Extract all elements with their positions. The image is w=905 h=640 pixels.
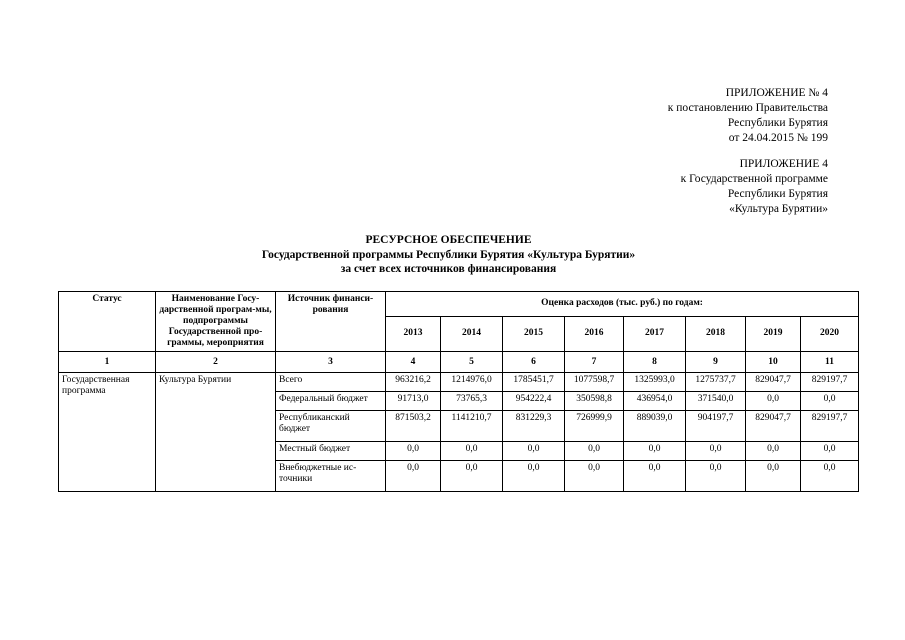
value-cell: 0,0 xyxy=(686,442,746,461)
table-header-row xyxy=(59,292,859,317)
value-cell: 0,0 xyxy=(503,442,565,461)
value-cell: 91713,0 xyxy=(386,392,441,411)
value-cell: 831229,3 xyxy=(503,411,565,442)
year-header: 2014 xyxy=(441,316,503,351)
appendix-2-line-1: ПРИЛОЖЕНИЕ 4 xyxy=(739,158,828,170)
column-number: 7 xyxy=(565,352,624,373)
year-header: 2019 xyxy=(746,316,801,351)
value-cell: 0,0 xyxy=(686,461,746,492)
title-line-2: Государственной программы Республики Бурятия «Культура Бурятии» xyxy=(261,248,636,261)
appendix-header-resolution xyxy=(668,86,828,146)
value-cell: 726999,9 xyxy=(565,411,624,442)
source-cell: Внебюджетные ис-точники xyxy=(276,461,386,492)
value-cell: 0,0 xyxy=(801,392,859,411)
value-cell: 0,0 xyxy=(565,442,624,461)
value-cell: 1077598,7 xyxy=(565,373,624,392)
value-cell: 0,0 xyxy=(565,461,624,492)
column-number: 3 xyxy=(276,352,386,373)
appendix-1-line-4: от 24.04.2015 № 199 xyxy=(728,132,828,144)
program-name-cell: Культура Бурятии xyxy=(156,373,276,492)
header-status: Статус xyxy=(59,292,156,352)
value-cell: 0,0 xyxy=(801,442,859,461)
header-name: Наименование Госу-дарственной програм-мы, подпрограммы Государственной про-граммы, мероприятия xyxy=(156,292,276,352)
table-row xyxy=(59,373,859,392)
value-cell: 0,0 xyxy=(386,442,441,461)
value-cell: 904197,7 xyxy=(686,411,746,442)
value-cell: 0,0 xyxy=(503,461,565,492)
header-source: Источник финанси-рования xyxy=(276,292,386,352)
value-cell: 1785451,7 xyxy=(503,373,565,392)
value-cell: 889039,0 xyxy=(624,411,686,442)
year-header: 2013 xyxy=(386,316,441,351)
value-cell: 0,0 xyxy=(624,442,686,461)
year-header: 2015 xyxy=(503,316,565,351)
value-cell: 371540,0 xyxy=(686,392,746,411)
title-line-3: за счет всех источников финансирования xyxy=(340,263,557,275)
column-number: 10 xyxy=(746,352,801,373)
appendix-2-line-2: к Государственной программе xyxy=(680,173,828,185)
year-header: 2020 xyxy=(801,316,859,351)
source-cell: Местный бюджет xyxy=(276,442,386,461)
value-cell: 871503,2 xyxy=(386,411,441,442)
column-number: 6 xyxy=(503,352,565,373)
value-cell: 0,0 xyxy=(624,461,686,492)
appendix-header-program xyxy=(681,157,828,217)
value-cell: 1275737,7 xyxy=(686,373,746,392)
header-estimate: Оценка расходов (тыс. руб.) по годам: xyxy=(386,292,859,317)
appendix-1-line-3: Республики Бурятия xyxy=(727,117,828,129)
appendix-2-line-3: Республики Бурятия xyxy=(727,188,828,200)
column-number-row xyxy=(59,352,859,373)
value-cell: 829197,7 xyxy=(801,411,859,442)
document-title xyxy=(0,233,905,277)
source-cell: Всего xyxy=(276,373,386,392)
value-cell: 829047,7 xyxy=(746,373,801,392)
appendix-1-line-2: к постановлению Правительства xyxy=(667,102,828,114)
value-cell: 1141210,7 xyxy=(441,411,503,442)
column-number: 9 xyxy=(686,352,746,373)
value-cell: 0,0 xyxy=(746,392,801,411)
year-header: 2016 xyxy=(565,316,624,351)
title-line-1: РЕСУРСНОЕ ОБЕСПЕЧЕНИЕ xyxy=(365,234,532,246)
value-cell: 350598,8 xyxy=(565,392,624,411)
year-header: 2018 xyxy=(686,316,746,351)
column-number: 1 xyxy=(59,352,156,373)
value-cell: 829047,7 xyxy=(746,411,801,442)
column-number: 11 xyxy=(801,352,859,373)
value-cell: 436954,0 xyxy=(624,392,686,411)
column-number: 5 xyxy=(441,352,503,373)
value-cell: 1325993,0 xyxy=(624,373,686,392)
value-cell: 954222,4 xyxy=(503,392,565,411)
value-cell: 0,0 xyxy=(441,442,503,461)
resource-table xyxy=(58,291,859,492)
value-cell: 73765,3 xyxy=(441,392,503,411)
value-cell: 0,0 xyxy=(801,461,859,492)
value-cell: 0,0 xyxy=(746,442,801,461)
column-number: 4 xyxy=(386,352,441,373)
value-cell: 1214976,0 xyxy=(441,373,503,392)
value-cell: 963216,2 xyxy=(386,373,441,392)
appendix-1-line-1: ПРИЛОЖЕНИЕ № 4 xyxy=(725,87,828,99)
column-number: 2 xyxy=(156,352,276,373)
column-number: 8 xyxy=(624,352,686,373)
value-cell: 829197,7 xyxy=(801,373,859,392)
year-header: 2017 xyxy=(624,316,686,351)
source-cell: Федеральный бюджет xyxy=(276,392,386,411)
value-cell: 0,0 xyxy=(386,461,441,492)
status-cell: Государственная программа xyxy=(59,373,156,492)
appendix-2-line-4: «Культура Бурятии» xyxy=(729,203,828,215)
value-cell: 0,0 xyxy=(746,461,801,492)
source-cell: Республиканский бюджет xyxy=(276,411,386,442)
value-cell: 0,0 xyxy=(441,461,503,492)
